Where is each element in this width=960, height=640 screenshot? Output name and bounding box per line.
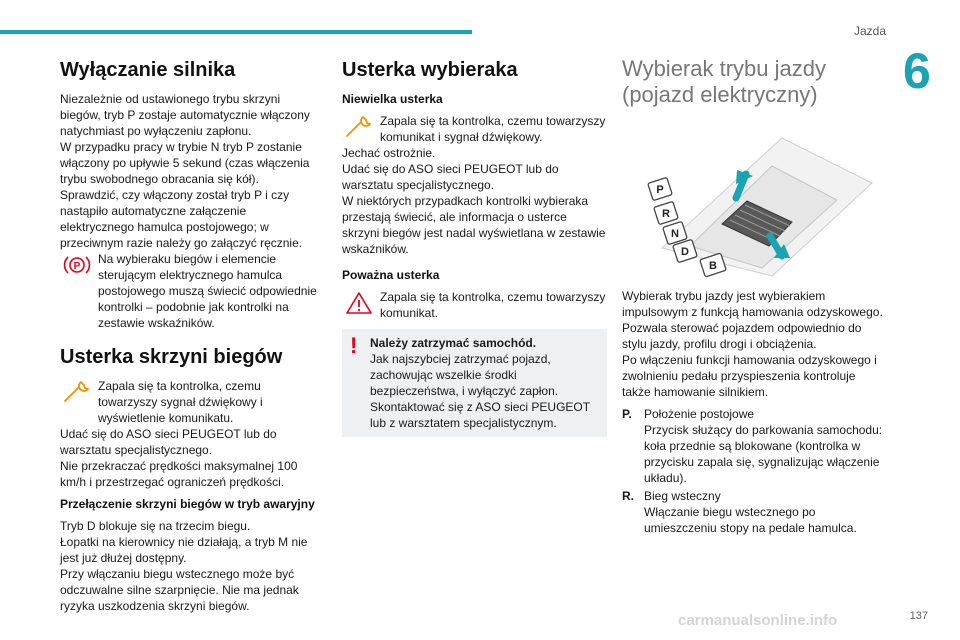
parking-brake-note	[60, 251, 322, 331]
selector-diagram	[622, 118, 884, 278]
section-title-gearbox-fault: Usterka skrzyni biegów	[60, 346, 283, 368]
wrench-warning-icon	[342, 113, 376, 141]
column-drive-selector	[622, 50, 884, 536]
selector-label-b: B	[709, 260, 717, 272]
paragraph: Przy włączaniu biegu wstecznego może być odczuwalne silne szarpnięcie. Nie ma jednak ryzyka uszkodzenia skrzyni biegów.	[60, 567, 299, 613]
section-title-selector-fault: Usterka wybieraka	[342, 59, 518, 81]
definition-title: Położenie postojowe	[644, 407, 755, 421]
paragraph: Wybierak trybu jazdy jest wybierakiem impulsowym z funkcją hamowania odzyskowego.	[622, 289, 883, 319]
paragraph: Pozwala sterować pojazdem odpowiednio do stylu jazdy, profilu drogi i obciążenia.	[622, 321, 862, 351]
subheading-minor-fault: Niewielka usterka	[342, 92, 443, 106]
paragraph: Zapala się ta kontrolka, czemu towarzyszy komunikat.	[380, 290, 606, 320]
minor-fault-note	[342, 113, 607, 145]
stop-vehicle-alert	[342, 329, 607, 437]
definition-text: Włączanie biegu wstecznego po umieszczeniu stopy na pedale hamulca.	[644, 505, 857, 535]
paragraph: W przypadku pracy w trybie N tryb P zostanie włączony po upływie 5 sekund (czas włączenia trybu swobodnego obracania się kół).	[60, 140, 310, 186]
watermark: carmanualsonline.info	[678, 612, 838, 629]
column-selector-fault	[342, 50, 607, 437]
paragraph: Udać się do ASO sieci PEUGEOT lub do warsztatu specjalistycznego.	[60, 427, 277, 457]
warning-triangle-icon	[342, 289, 376, 317]
column-engine-off	[60, 50, 322, 614]
exclamation-icon: !	[350, 333, 358, 358]
major-fault-note	[342, 289, 607, 321]
definition-key: R.	[622, 489, 634, 503]
alert-title: Należy zatrzymać samochód.	[370, 336, 537, 350]
definition-item	[622, 406, 884, 486]
selector-label-d: D	[681, 246, 689, 258]
paragraph: Jechać ostrożnie.	[342, 146, 436, 160]
alert-body: Skontaktować się z ASO sieci PEUGEOT lub z warsztatem specjalistycznym.	[370, 400, 590, 430]
paragraph: Niezależnie od ustawionego trybu skrzyni biegów, tryb P zostaje automatycznie włączony natychmiast po wyłączeniu zapłonu.	[60, 92, 310, 138]
paragraph: Sprawdzić, czy włączony został tryb P i czy nastąpiło automatyczne załączenie elektrycznego hamulca postojowego; w przeciwnym razie należy go załączyć ręcznie.	[60, 188, 303, 250]
paragraph: Tryb D blokuje się na trzecim biegu.	[60, 519, 251, 533]
section-title-engine-off: Wyłączanie silnika	[60, 59, 236, 81]
paragraph: Na wybieraku biegów i elemencie sterującym elektrycznego hamulca postojowego muszą świecić odpowiednie kontrolki – podobnie jak kontrolki na zestawie wskaźników.	[98, 252, 317, 330]
definition-key: P.	[622, 407, 632, 421]
svg-text:P: P	[73, 261, 81, 272]
paragraph: Po włączeniu funkcji hamowania odzyskowego i zwolnieniu pedału przyspieszenia kontroluje także hamowanie silnikiem.	[622, 353, 877, 399]
alert-body: Jak najszybciej zatrzymać pojazd, zachowując wszelkie środki bezpieczeństwa, i wyłączyć zapłon.	[370, 352, 559, 398]
definition-item	[622, 488, 884, 536]
paragraph: Nie przekraczać prędkości maksymalnej 100 km/h i przestrzegać ograniczeń prędkości.	[60, 459, 298, 489]
page-number: 137	[909, 610, 928, 622]
paragraph: Zapala się ta kontrolka, czemu towarzyszy komunikat i sygnał dźwiękowy.	[380, 114, 606, 144]
section-title-drive-selector: Wybierak trybu jazdy (pojazd elektryczny)	[622, 56, 826, 107]
parking-brake-icon	[60, 251, 94, 279]
selector-label-n: N	[671, 228, 679, 240]
definition-title: Bieg wsteczny	[644, 489, 721, 503]
section-name: Jazda	[853, 24, 886, 38]
gearbox-warning-note	[60, 378, 322, 426]
paragraph: Łopatki na kierownicy nie działają, a tryb M nie jest już dłużej dostępny.	[60, 535, 308, 565]
selector-label-r: R	[662, 208, 670, 220]
header-accent-bar	[0, 30, 472, 34]
subheading-major-fault: Poważna usterka	[342, 268, 440, 282]
chapter-number: 6	[903, 43, 931, 99]
mode-definitions	[622, 406, 884, 536]
selector-label-p: P	[656, 184, 664, 196]
paragraph: Udać się do ASO sieci PEUGEOT lub do warsztatu specjalistycznego.	[342, 162, 559, 192]
definition-text: Przycisk służący do parkowania samochodu: koła przednie są blokowane (kontrolka w przycisku zapala się, sygnalizując włączenie układu).	[644, 423, 883, 485]
subheading-limp-mode: Przełączenie skrzyni biegów w tryb awaryjny	[60, 497, 315, 511]
wrench-warning-icon	[60, 378, 94, 406]
paragraph: Zapala się ta kontrolka, czemu towarzyszy sygnał dźwiękowy i wyświetlenie komunikatu.	[98, 379, 263, 425]
paragraph: W niektórych przypadkach kontrolki wybieraka przestają świecić, ale informacja o usterce skrzyni biegów jest nadal wyświetlana w zestawie wskaźników.	[342, 194, 606, 256]
